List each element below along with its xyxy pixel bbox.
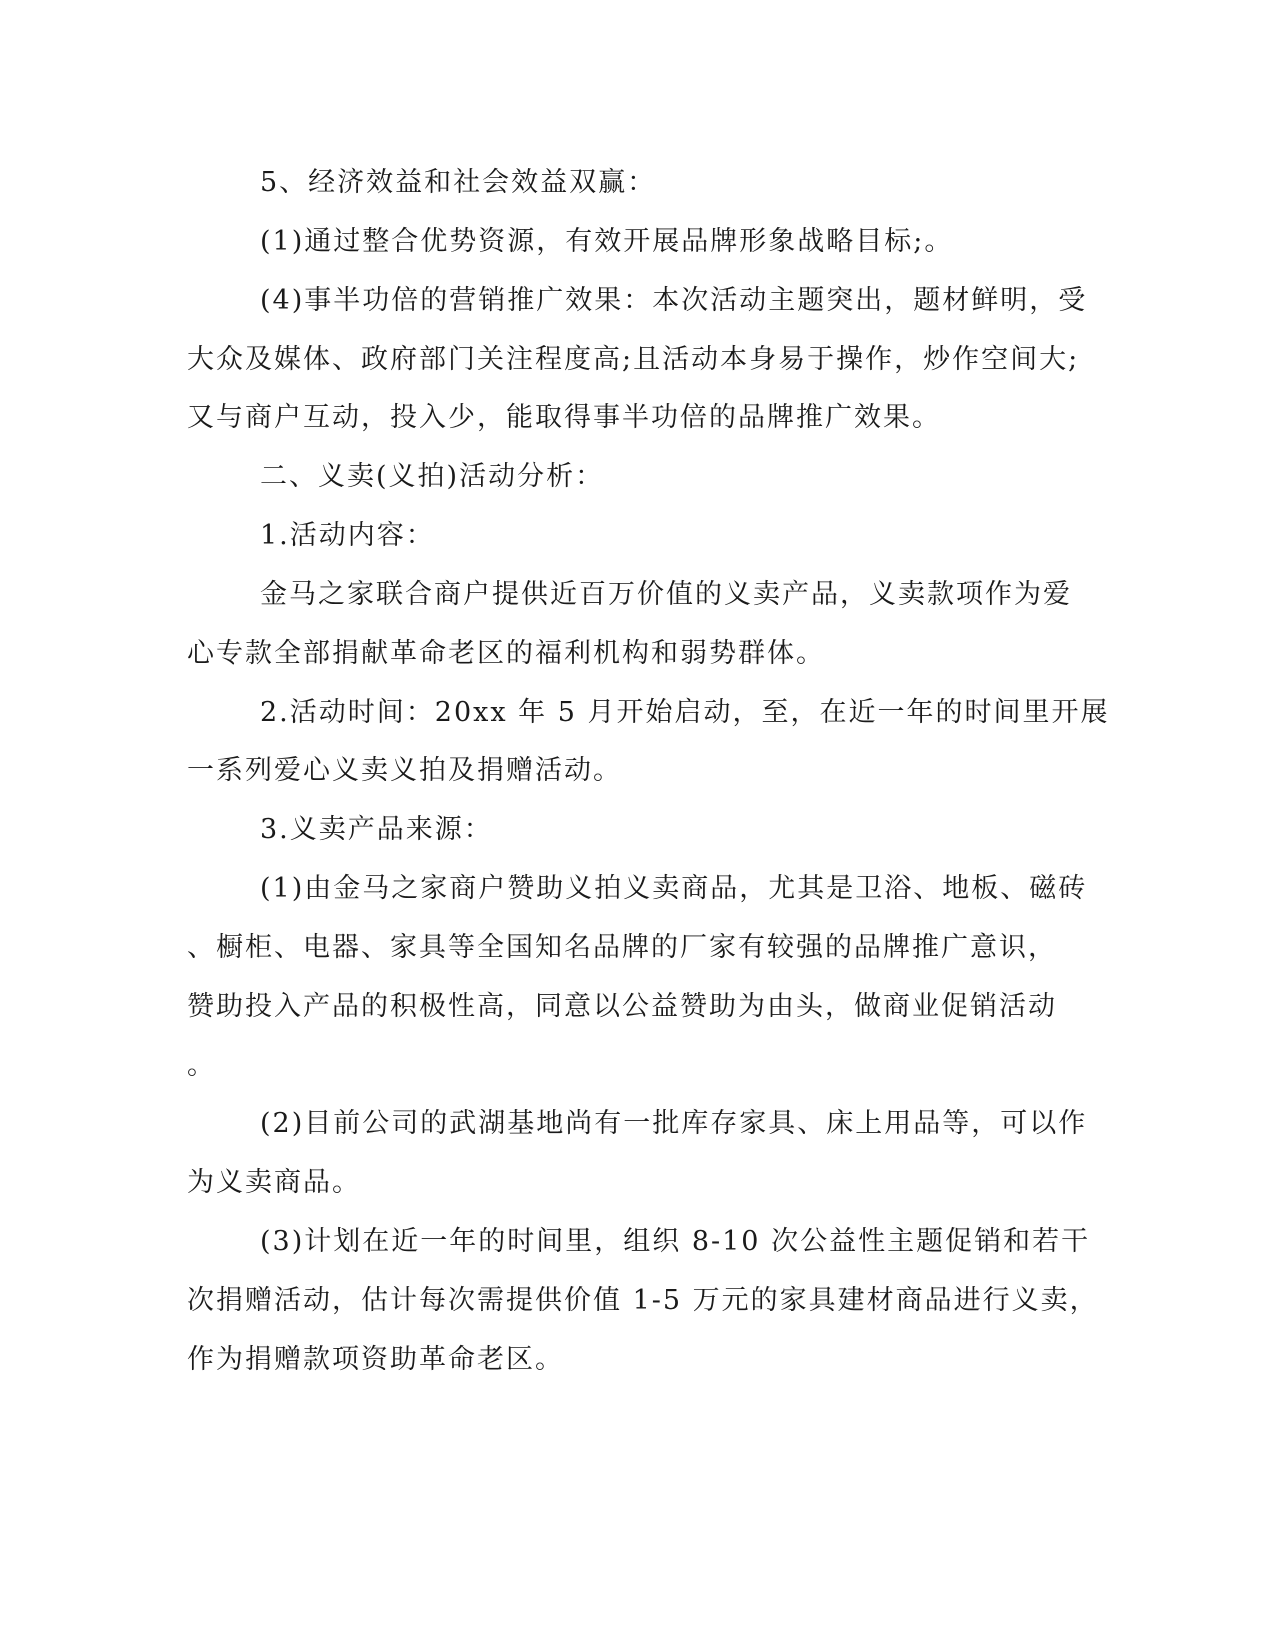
paragraph-line: 一系列爱心义卖义拍及捐赠活动。: [187, 755, 622, 786]
paragraph-line: 心专款全部捐献革命老区的福利机构和弱势群体。: [187, 638, 825, 669]
paragraph-line: (3)计划在近一年的时间里，组织 8-10 次公益性主题促销和若干: [260, 1226, 1091, 1257]
paragraph-line: 、橱柜、电器、家具等全国知名品牌的厂家有较强的品牌推广意识，: [187, 932, 1057, 963]
paragraph-line: 次捐赠活动，估计每次需提供价值 1-5 万元的家具建材商品进行义卖，: [187, 1285, 1099, 1316]
paragraph-line: (2)目前公司的武湖基地尚有一批库存家具、床上用品等，可以作: [260, 1108, 1088, 1139]
heading-section-5: 5、经济效益和社会效益双赢：: [260, 167, 657, 198]
subheading-product-source: 3.义卖产品来源：: [260, 814, 493, 845]
paragraph-line: 金马之家联合商户提供近百万价值的义卖产品，义卖款项作为爱: [260, 579, 1072, 610]
paragraph-line: 赞助投入产品的积极性高，同意以公益赞助为由头，做商业促销活动: [187, 991, 1057, 1022]
paragraph-line: 又与商户互动，投入少，能取得事半功倍的品牌推广效果。: [187, 402, 941, 433]
paragraph-line: 作为捐赠款项资助革命老区。: [187, 1344, 564, 1375]
subheading-activity-content: 1.活动内容：: [260, 520, 435, 551]
paragraph-line: 大众及媒体、政府部门关注程度高;且活动本身易于操作，炒作空间大;: [187, 344, 1080, 375]
paragraph-line: 为义卖商品。: [187, 1167, 361, 1198]
paragraph-line: 。: [187, 1050, 216, 1081]
heading-section-2: 二、义卖(义拍)活动分析：: [260, 461, 605, 492]
paragraph-line: (4)事半功倍的营销推广效果：本次活动主题突出，题材鲜明，受: [260, 285, 1088, 316]
paragraph-line: (1)通过整合优势资源，有效开展品牌形象战略目标;。: [260, 226, 954, 257]
paragraph-line: (1)由金马之家商户赞助义拍义卖商品，尤其是卫浴、地板、磁砖: [260, 873, 1088, 904]
paragraph-line: 2.活动时间：20xx 年 5 月开始启动，至，在近一年的时间里开展: [260, 697, 1110, 728]
